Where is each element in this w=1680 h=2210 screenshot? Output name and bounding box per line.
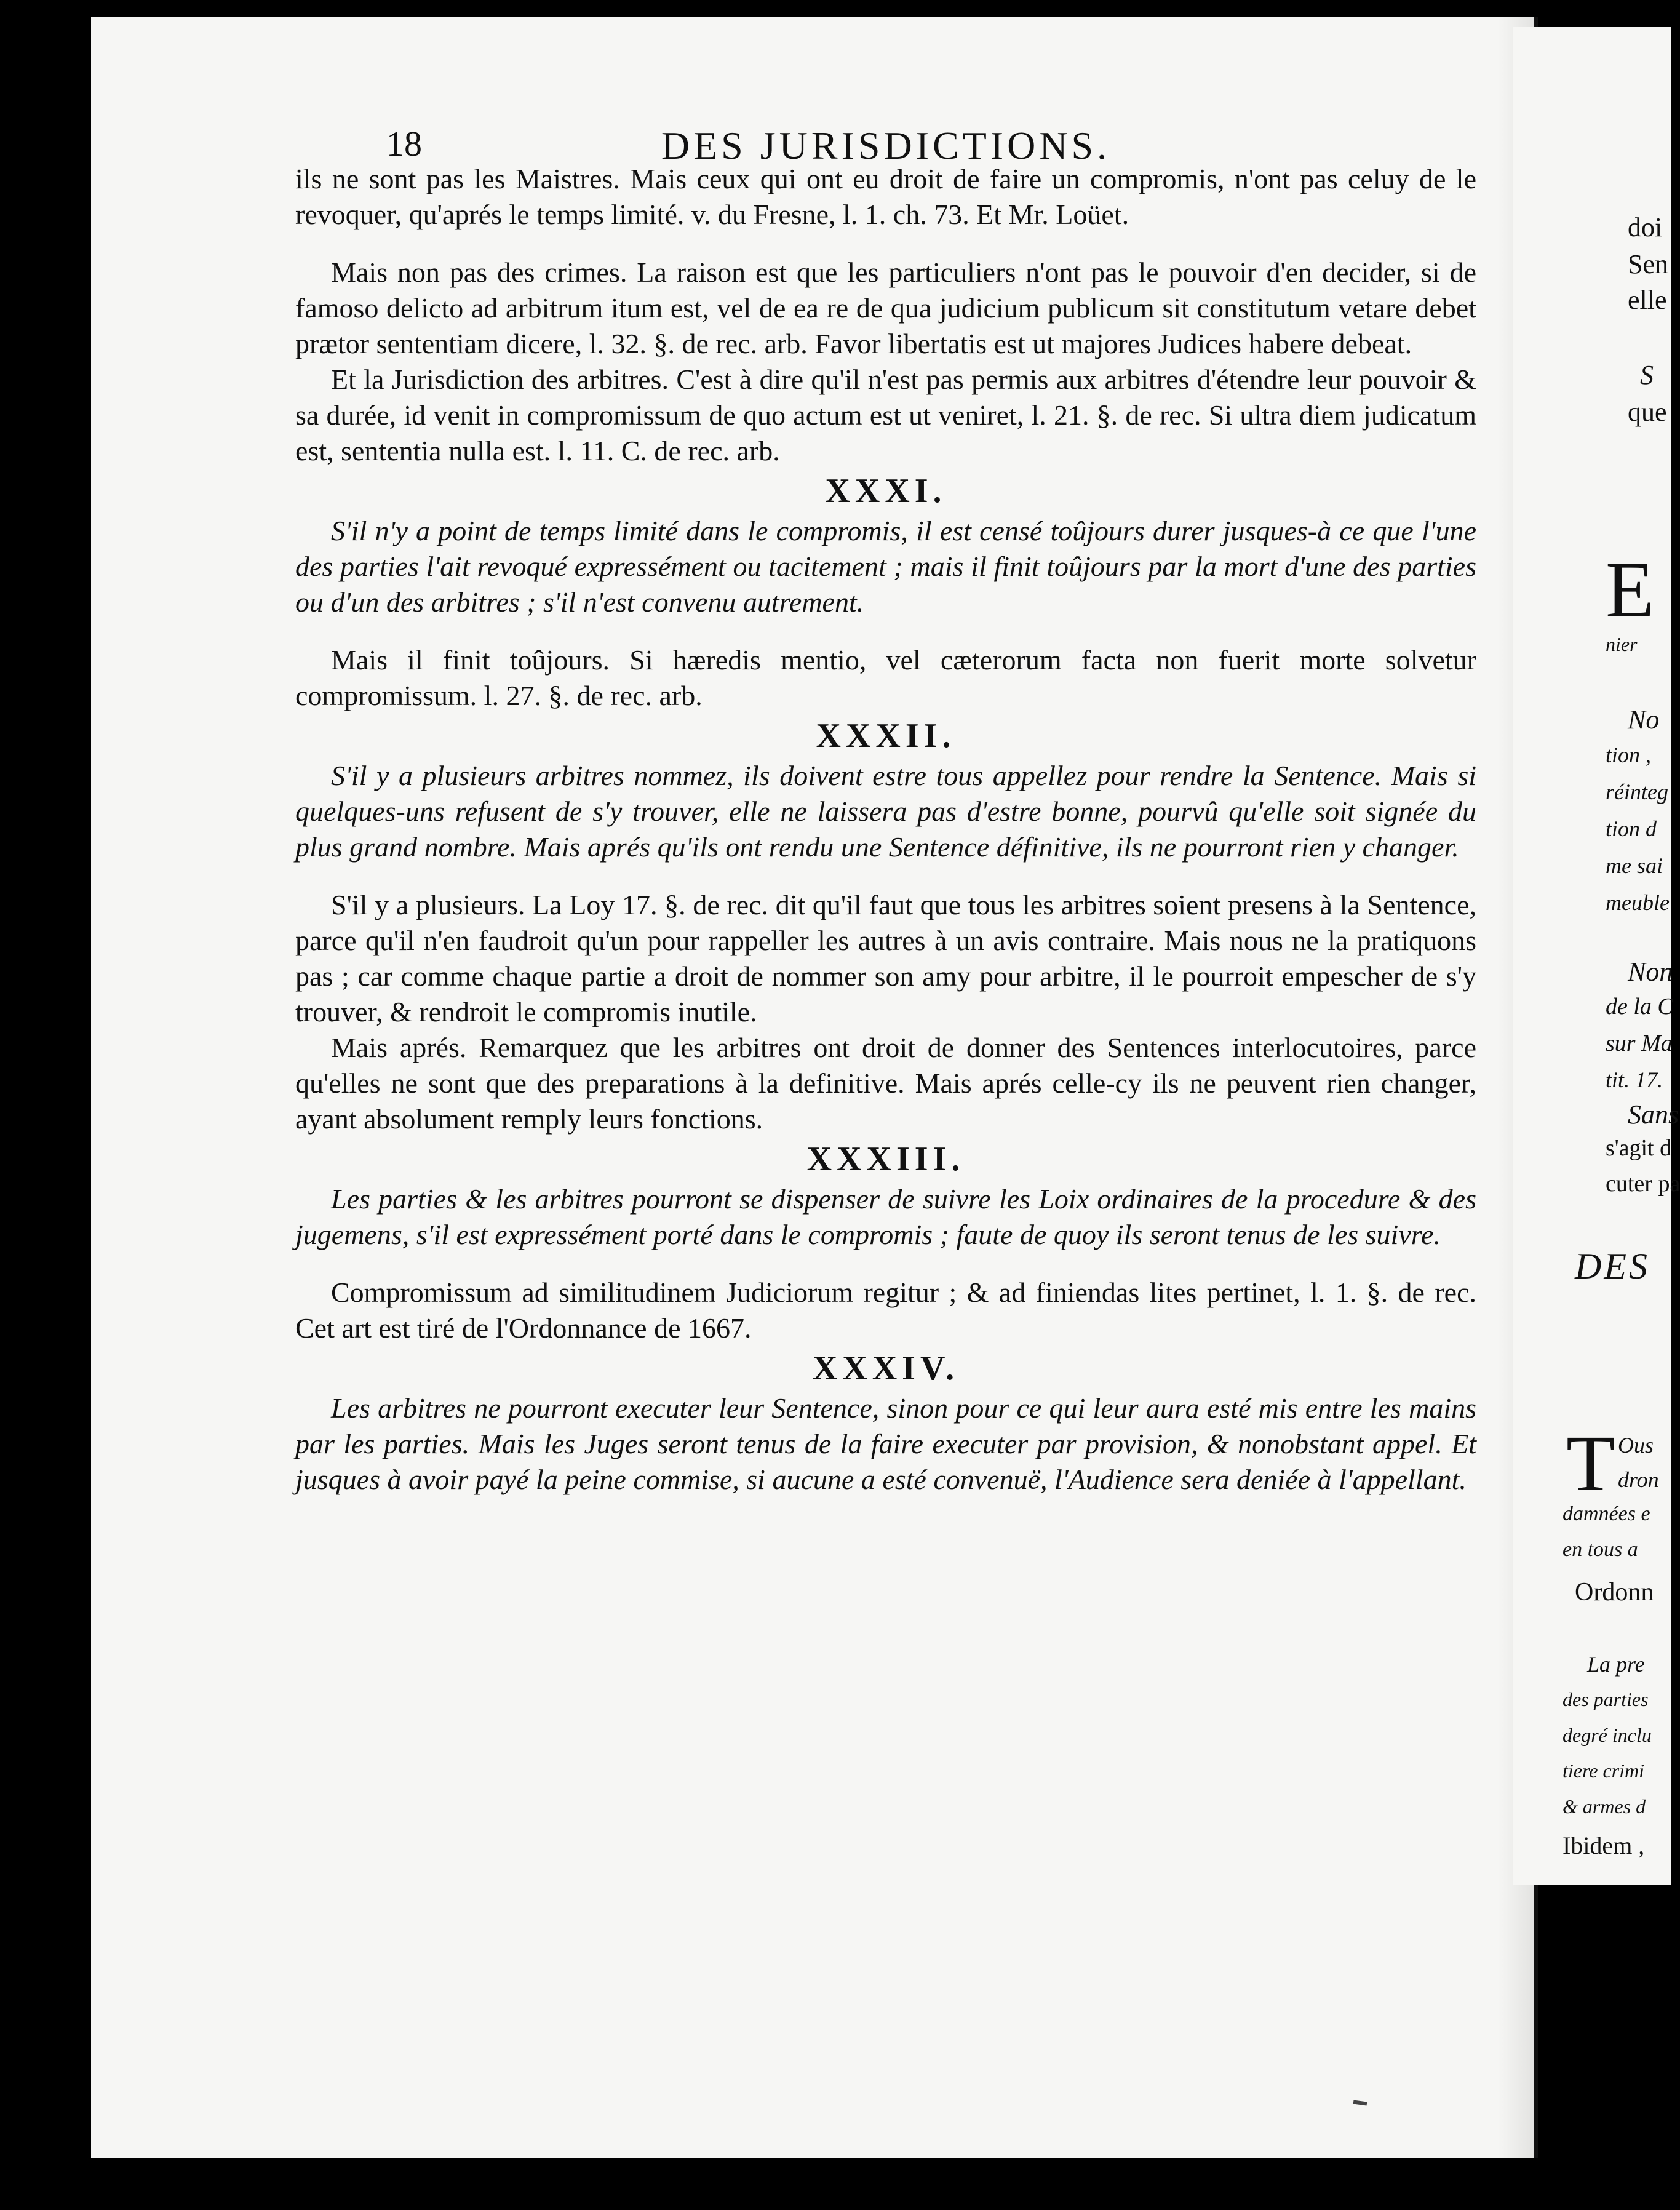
right-line: réinteg	[1606, 780, 1668, 804]
section-heading: DES	[1575, 1246, 1650, 1287]
right-line: La pre	[1587, 1652, 1645, 1677]
right-line: s'agit d	[1606, 1135, 1672, 1161]
right-line: me sai	[1606, 853, 1663, 878]
article-33-text: Les parties & les arbitres pourront se dispenser de suivre les Loix ordinaires de la procedure & des jugemens, s'il est expressément porté dans le compromis ; faute de quoy ils seront tenus de les suivre.	[295, 1183, 1476, 1250]
drop-capital: E	[1606, 546, 1655, 634]
right-line: de la C	[1606, 994, 1673, 1019]
right-line: meuble	[1606, 890, 1670, 915]
drop-capital: T	[1566, 1419, 1615, 1508]
right-line: doi	[1628, 212, 1663, 242]
article-number-33: XXXIII.	[806, 1140, 965, 1178]
page-number: 18	[386, 124, 422, 164]
right-line: des parties	[1563, 1688, 1649, 1710]
right-line: nier	[1606, 633, 1638, 655]
right-line: Ibidem ,	[1563, 1832, 1645, 1859]
right-line: tion ,	[1606, 743, 1652, 767]
right-line: sur Ma	[1606, 1031, 1673, 1056]
right-line: tit. 17.	[1606, 1067, 1663, 1092]
right-line: damnées e	[1563, 1502, 1650, 1525]
right-line: No	[1628, 704, 1660, 735]
right-line: dron	[1618, 1467, 1659, 1492]
left-page-text	[295, 161, 1476, 1498]
right-line: tiere crimi	[1563, 1760, 1644, 1782]
article-number-32: XXXII.	[816, 717, 956, 755]
right-line: Non	[1628, 957, 1673, 987]
paragraph-1: ils ne sont pas les Maistres. Mais ceux qui ont eu droit de faire un compromis, n'ont pas celuy de le revoquer, qu'aprés le temps limité. v. du Fresne, l. 1. ch. 73. Et Mr. Loüet.	[295, 163, 1476, 230]
right-line: & armes d	[1563, 1795, 1646, 1817]
paragraph-7: Compromissum ad similitudinem Judiciorum regitur ; & ad finiendas lites pertinet, l. 1. §. de rec. Cet art est tiré de l'Ordonnance de 1667.	[295, 1277, 1476, 1344]
article-34-text: Les arbitres ne pourront executer leur Sentence, sinon pour ce qui leur aura esté mis entre les mains par les parties. Mais les Juges seront tenus de la faire executer par provision, & nonobstant appel. Et jusques à avoir payé la peine commise, si aucune a esté convenuë, l'Audience sera deniée à l'appellant.	[295, 1392, 1476, 1495]
right-line: cuter pa	[1606, 1171, 1680, 1197]
right-line: tion d	[1606, 816, 1657, 841]
paragraph-3: Et la Jurisdiction des arbitres. C'est à dire qu'il n'est pas permis aux arbitres d'étendre leur pouvoir & sa durée, id venit in compromissum de quo actum est ut veniret, l. 21. §. de rec. Si ultra diem judicatum est, sententia nulla est. l. 11. C. de rec. arb.	[295, 364, 1476, 466]
right-line: Sen	[1628, 249, 1668, 279]
paragraph-5: S'il y a plusieurs. La Loy 17. §. de rec. dit qu'il faut que tous les arbitres soient presens à la Sentence, parce qu'il n'en faudroit qu'un pour rappeller les autres à un avis contraire. Mais nous ne la pratiquons pas ; car comme chaque partie a droit de nommer son amy pour arbitre, il le pourroit empescher de s'y trouver, & rendroit le compromis inutile.	[295, 889, 1476, 1027]
article-32-text: S'il y a plusieurs arbitres nommez, ils doivent estre tous appellez pour rendre la Sentence. Mais si quelques-uns refusent de s'y trouver, elle ne laissera pas d'estre bonne, pourvû qu'elle soit signée du plus grand nombre. Mais aprés qu'ils ont rendu une Sentence définitive, ils ne pourront rien y changer.	[295, 760, 1476, 863]
right-line: en tous a	[1563, 1538, 1638, 1561]
paragraph-2: Mais non pas des crimes. La raison est que les particuliers n'ont pas le pouvoir d'en decider, si de famoso delicto ad arbitrum itum est, vel de ea re de qua judicium publicum sit constitutum vetare debet prætor sententiam dicere, l. 32. §. de rec. arb. Favor libertatis est ut majores Judices habere debeat.	[295, 257, 1476, 359]
paragraph-4: Mais il finit toûjours. Si hæredis mentio, vel cæterorum facta non fuerit morte solvetur compromissum. l. 27. §. de rec. arb.	[295, 644, 1476, 711]
paragraph-6: Mais aprés. Remarquez que les arbitres ont droit de donner des Sentences interlocutoires, parce qu'elles ne sont que des preparations à la definitive. Mais aprés celle-cy ils ne peuvent rien changer, ayant absolument remply leurs fonctions.	[295, 1032, 1476, 1135]
right-line: que	[1628, 397, 1667, 427]
right-line: elle	[1628, 285, 1667, 315]
article-number-31: XXXI.	[825, 472, 947, 510]
right-line: Ous	[1618, 1433, 1654, 1458]
right-line: Ordonn	[1575, 1578, 1654, 1606]
page-title: DES JURISDICTIONS.	[661, 124, 1111, 167]
right-page	[1513, 27, 1680, 1885]
article-number-34: XXXIV.	[812, 1349, 960, 1387]
right-line: Sans	[1628, 1099, 1679, 1130]
right-line: degré inclu	[1563, 1724, 1652, 1746]
running-head	[295, 123, 1476, 166]
right-line: S	[1640, 360, 1654, 390]
article-31-text: S'il n'y a point de temps limité dans le compromis, il est censé toûjours durer jusques-à ce que l'une des parties l'ait revoqué expressément ou tacitement ; mais il finit toûjours par la mort d'une des parties ou d'un des arbitres ; s'il n'est convenu autrement.	[295, 515, 1476, 618]
